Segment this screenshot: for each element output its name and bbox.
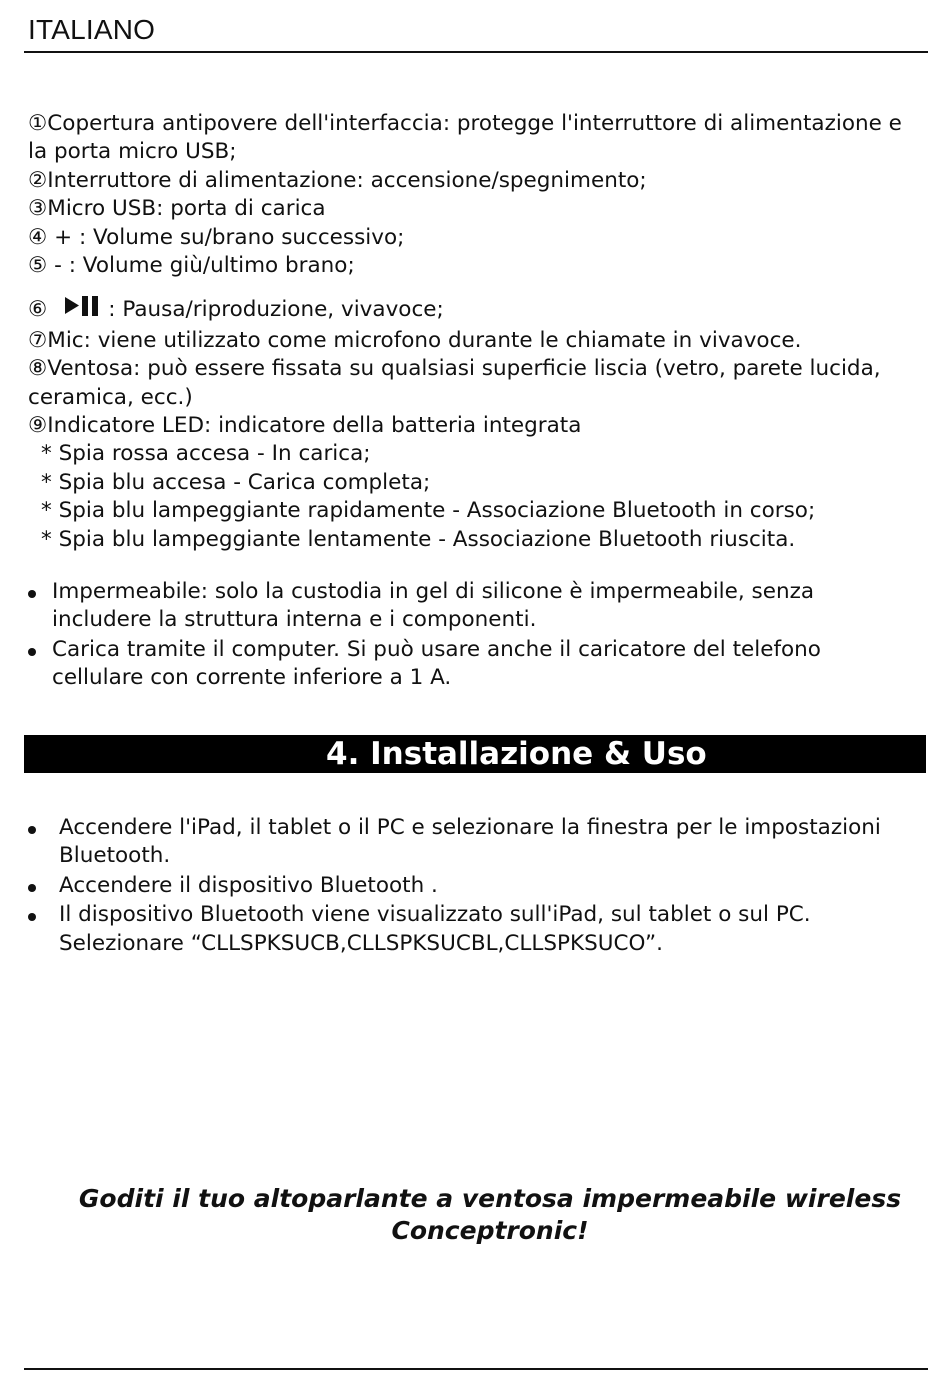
- closing-message: [40, 1183, 940, 1247]
- list-item: [28, 327, 918, 355]
- item-number: ⑧: [28, 356, 48, 382]
- item-text: : Pausa/riproduzione, vivavoce;: [108, 297, 444, 323]
- item-text: Interruttore di alimentazione: accensione/spegnimento;: [47, 167, 647, 193]
- list-item: [28, 412, 918, 440]
- component-list: [28, 110, 918, 554]
- page-language-title: ITALIANO: [28, 14, 156, 45]
- note-item: [28, 636, 918, 693]
- section-title: 4. Installazione & Uso: [326, 736, 707, 772]
- bullet-icon: [28, 590, 36, 598]
- item-number: ②: [28, 167, 48, 193]
- note-text: Impermeabile: solo la custodia in gel di silicone è impermeabile, senza includere la struttura interna e i componenti.: [52, 579, 815, 633]
- item-text: + : Volume su/brano successivo;: [47, 224, 405, 250]
- step-item: [28, 901, 918, 958]
- list-item: [28, 167, 918, 195]
- led-state-list: [41, 440, 918, 554]
- bullet-icon: [28, 826, 36, 834]
- step-text: Il dispositivo Bluetooth viene visualizzato sull'iPad, sul tablet o sul PC. Selezionare “CLLSPKSUCB,CLLSPKSUCBL,CLLSPKSUCO”.: [59, 902, 811, 956]
- note-text: Carica tramite il computer. Si può usare anche il caricatore del telefono cellulare con corrente inferiore a 1 A.: [52, 636, 821, 691]
- list-item: [28, 195, 918, 223]
- item-number: ⑥: [28, 297, 48, 323]
- item-text: - : Volume giù/ultimo brano;: [47, 253, 355, 279]
- list-item: [28, 110, 918, 167]
- step-item: [28, 872, 918, 900]
- item-number: ⑨: [28, 413, 48, 439]
- item-text: Copertura antipovere dell'interfaccia: protegge l'interruttore di alimentazione e la porta micro USB;: [28, 111, 902, 165]
- item-text: Indicatore LED: indicatore della batteria integrata: [47, 413, 582, 439]
- bullet-icon: [28, 884, 36, 892]
- list-item: [28, 224, 918, 252]
- note-item: [28, 578, 918, 635]
- item-text: Mic: viene utilizzato come microfono durante le chiamate in vivavoce.: [47, 327, 802, 353]
- closing-line-1: Goditi il tuo altoparlante a ventosa impermeabile wireless: [78, 1184, 902, 1213]
- list-item: [28, 296, 918, 326]
- footer-divider: [24, 1368, 928, 1370]
- led-state-item: * Spia blu lampeggiante rapidamente - Associazione Bluetooth in corso;: [41, 498, 816, 524]
- step-text: Accendere il dispositivo Bluetooth .: [59, 872, 438, 898]
- header-divider: [24, 51, 928, 53]
- steps-list: [28, 814, 918, 959]
- led-state-item: * Spia rossa accesa - In carica;: [41, 441, 371, 467]
- item-text: Micro USB: porta di carica: [47, 196, 326, 222]
- list-item: [28, 252, 918, 280]
- step-item: [28, 814, 918, 871]
- bullet-icon: [28, 648, 36, 656]
- bullet-icon: [28, 913, 36, 921]
- list-item: [28, 355, 918, 412]
- item-number: ⑤: [28, 253, 48, 279]
- play-pause-icon: [65, 296, 107, 326]
- notes-list: [28, 578, 918, 694]
- step-text: Accendere l'iPad, il tablet o il PC e selezionare la finestra per le impostazioni Bluetooth.: [59, 815, 881, 869]
- led-state-item: * Spia blu accesa - Carica completa;: [41, 469, 431, 495]
- section-heading: [24, 735, 926, 773]
- item-number: ①: [28, 111, 48, 136]
- item-number: ⑦: [28, 327, 48, 353]
- item-number: ③: [28, 196, 48, 222]
- led-state-item: * Spia blu lampeggiante lentamente - Associazione Bluetooth riuscita.: [41, 526, 796, 552]
- item-text: Ventosa: può essere fissata su qualsiasi superficie liscia (vetro, parete lucida, ceramica, ecc.): [28, 356, 881, 410]
- item-number: ④: [28, 224, 48, 250]
- closing-line-2: Conceptronic!: [391, 1216, 589, 1245]
